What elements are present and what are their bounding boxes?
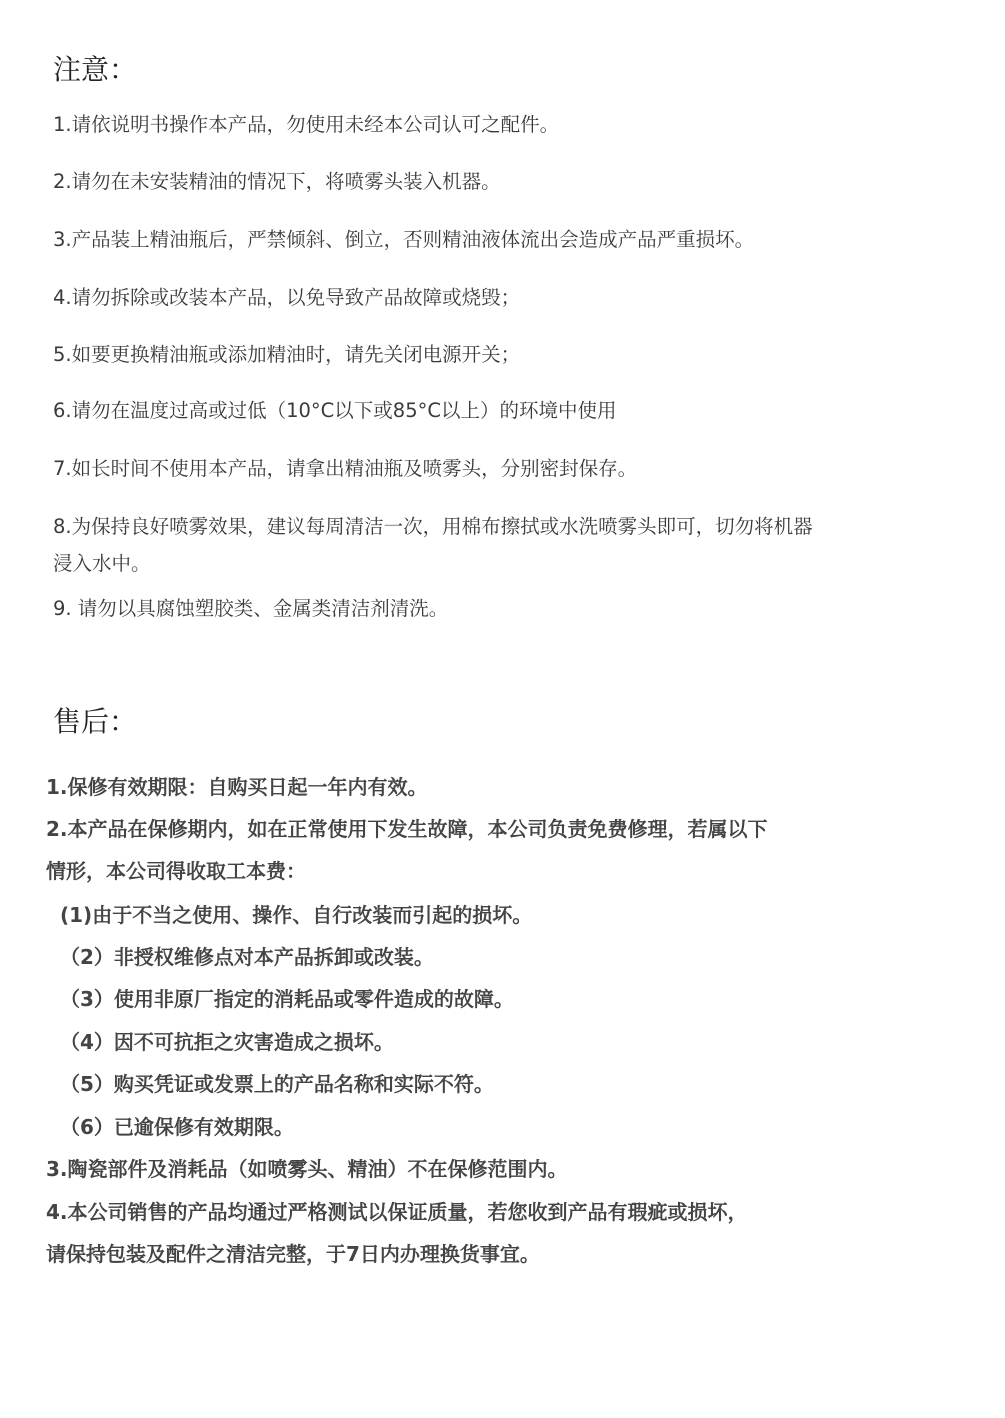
after-sales-sub-6: （6）已逾保修有效期限。 [60,1115,294,1139]
after-sales-sub-3: （3）使用非原厂指定的消耗品或零件造成的故障。 [60,987,514,1011]
after-sales-sub-4: （4）因不可抗拒之灾害造成之损坏。 [60,1030,394,1054]
after-sales-line-3: 3.陶瓷部件及消耗品（如喷雾头、精油）不在保修范围内。 [46,1157,568,1181]
after-sales-title: 售后： [53,705,138,738]
after-sales-sub-5: （5）购买凭证或发票上的产品名称和实际不符。 [60,1072,494,1096]
after-sales-line-1: 1.保修有效期限：自购买日起一年内有效。 [46,775,428,799]
notice-item-9: 9. 请勿以具腐蚀塑胶类、金属类清洁剂清洗。 [53,597,449,620]
after-sales-line-4: 4.本公司销售的产品均通过严格测试以保证质量，若您收到产品有瑕疵或损坏， [46,1200,748,1224]
after-sales-line-2-continued: 情形，本公司得收取工本费： [46,859,306,883]
notice-item-1: 1.请依说明书操作本产品，勿使用未经本公司认可之配件。 [53,113,560,136]
notice-item-5: 5.如要更换精油瓶或添加精油时，请先关闭电源开关； [53,343,521,366]
notice-item-7: 7.如长时间不使用本产品，请拿出精油瓶及喷雾头，分别密封保存。 [53,457,638,480]
notice-item-2: 2.请勿在未安装精油的情况下，将喷雾头装入机器。 [53,170,501,193]
after-sales-sub-2: （2）非授权维修点对本产品拆卸或改装。 [60,945,434,969]
after-sales-line-2: 2.本产品在保修期内，如在正常使用下发生故障，本公司负责免费修理，若属以下 [46,817,768,841]
after-sales-line-4-continued: 请保持包装及配件之清洁完整，于7日内办理换货事宜。 [46,1242,540,1266]
notice-item-6: 6.请勿在温度过高或过低（10°C以下或85°C以上）的环境中使用 [53,399,617,422]
after-sales-sub-1: (1)由于不当之使用、操作、自行改装而引起的损坏。 [60,903,533,927]
notice-item-8: 8.为保持良好喷雾效果，建议每周清洁一次，用棉布擦拭或水洗喷雾头即可，切勿将机器 [53,515,813,538]
notice-title: 注意： [53,53,138,86]
notice-item-4: 4.请勿拆除或改装本产品，以免导致产品故障或烧毁； [53,286,521,309]
notice-item-3: 3.产品装上精油瓶后，严禁倾斜、倒立，否则精油液体流出会造成产品严重损坏。 [53,228,755,251]
notice-item-8-continued: 浸入水中。 [53,552,151,575]
